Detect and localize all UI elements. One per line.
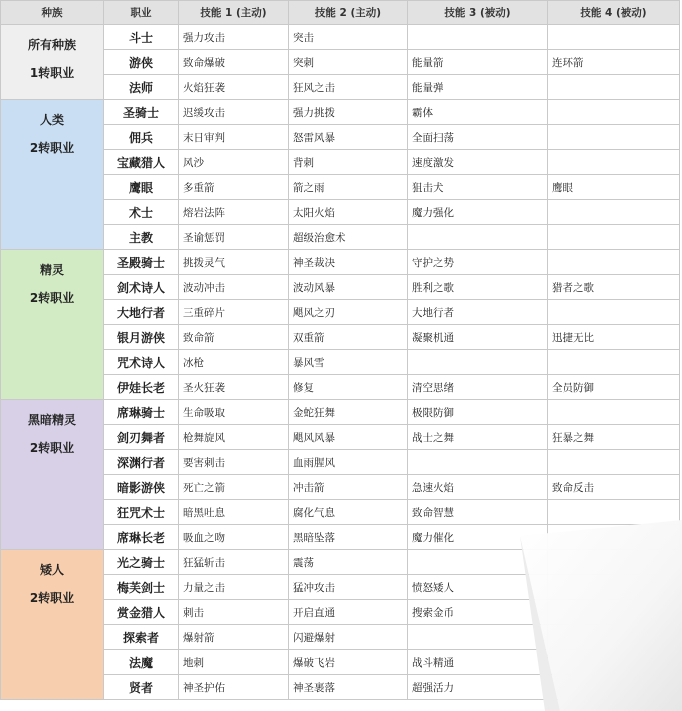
skill-cell-s3: 清空思绪 [408, 375, 548, 400]
skill-cell-s2: 金蛇狂舞 [289, 400, 408, 425]
skill-cell-s3: 超强活力 [408, 675, 548, 700]
skill-cell-s1: 吸血之吻 [179, 525, 289, 550]
skill-cell-s3 [408, 225, 548, 250]
skill-cell-s2: 暴风雪 [289, 350, 408, 375]
skill-cell-s1: 要害刺击 [179, 450, 289, 475]
skill-cell-s3: 守护之势 [408, 250, 548, 275]
skill-cell-s4: 鹰眼 [548, 175, 680, 200]
job-cell: 剑术诗人 [104, 275, 179, 300]
skill-cell-s2: 闪避爆射 [289, 625, 408, 650]
skill-cell-s1: 火焰狂袭 [179, 75, 289, 100]
job-cell: 咒术诗人 [104, 350, 179, 375]
skill-cell-s2: 神圣裹落 [289, 675, 408, 700]
job-cell: 法师 [104, 75, 179, 100]
job-cell: 贤者 [104, 675, 179, 700]
skill-cell-s1: 末日审判 [179, 125, 289, 150]
skill-cell-s4 [548, 300, 680, 325]
job-cell: 光之骑士 [104, 550, 179, 575]
skill-cell-s3: 凝聚机通 [408, 325, 548, 350]
skill-cell-s4 [548, 150, 680, 175]
race-label: 2转职业 [29, 591, 75, 605]
job-cell: 主教 [104, 225, 179, 250]
skill-cell-s1: 死亡之箭 [179, 475, 289, 500]
race-cell [1, 400, 104, 550]
job-cell: 大地行者 [104, 300, 179, 325]
race-cell [1, 550, 104, 700]
table-row [1, 100, 680, 125]
job-cell: 圣骑士 [104, 100, 179, 125]
header-skill-4: 技能 4 (被动) [548, 1, 680, 25]
skill-cell-s1: 圣火狂袭 [179, 375, 289, 400]
skill-cell-s2: 开启直通 [289, 600, 408, 625]
skill-cell-s3: 狙击犬 [408, 175, 548, 200]
skill-cell-s1: 风沙 [179, 150, 289, 175]
skill-cell-s3: 搜索金币 [408, 600, 548, 625]
skill-cell-s1: 刺击 [179, 600, 289, 625]
skill-cell-s3: 愤怒矮人 [408, 575, 548, 600]
skill-cell-s2: 猛冲攻击 [289, 575, 408, 600]
skill-cell-s2: 超级治愈术 [289, 225, 408, 250]
skill-cell-s3: 极限防御 [408, 400, 548, 425]
header-skill-1: 技能 1 (主动) [179, 1, 289, 25]
skill-cell-s4 [548, 225, 680, 250]
skill-cell-s3: 全面扫荡 [408, 125, 548, 150]
header-skill-2: 技能 2 (主动) [289, 1, 408, 25]
skill-cell-s2: 突刺 [289, 50, 408, 75]
table-row [1, 550, 680, 575]
skill-cell-s2: 修复 [289, 375, 408, 400]
skill-cell-s4 [548, 350, 680, 375]
skill-cell-s1: 枪舞旋风 [179, 425, 289, 450]
skill-cell-s3: 大地行者 [408, 300, 548, 325]
skill-cell-s3 [408, 550, 548, 575]
skill-cell-s1: 多重箭 [179, 175, 289, 200]
race-label: 人类 [39, 113, 64, 127]
skill-cell-s4 [548, 25, 680, 50]
skill-cell-s1: 挑拨灵气 [179, 250, 289, 275]
skill-cell-s2: 突击 [289, 25, 408, 50]
skill-cell-s2: 震荡 [289, 550, 408, 575]
skill-cell-s1: 波动冲击 [179, 275, 289, 300]
race-label: 所有种族 [27, 38, 76, 52]
header-job: 职业 [104, 1, 179, 25]
skill-cell-s4: 猎者之歌 [548, 275, 680, 300]
job-cell: 狂咒术士 [104, 500, 179, 525]
skill-cell-s1: 冰枪 [179, 350, 289, 375]
skill-cell-s4 [548, 600, 680, 625]
race-label: 精灵 [39, 263, 64, 277]
skill-cell-s4 [548, 575, 680, 600]
job-cell: 银月游侠 [104, 325, 179, 350]
skill-cell-s4: 全员防御 [548, 375, 680, 400]
job-cell: 游侠 [104, 50, 179, 75]
skill-cell-s4 [548, 400, 680, 425]
race-label: 1转职业 [29, 66, 75, 80]
race-label: 2转职业 [29, 141, 75, 155]
skill-cell-s2: 飓风风暴 [289, 425, 408, 450]
skill-cell-s3: 霸体 [408, 100, 548, 125]
table-row [1, 250, 680, 275]
job-cell: 术士 [104, 200, 179, 225]
skill-cell-s1: 熔岩法阵 [179, 200, 289, 225]
skill-cell-s4 [548, 550, 680, 575]
race-label: 2转职业 [29, 291, 75, 305]
job-cell: 赏金猎人 [104, 600, 179, 625]
job-cell: 佣兵 [104, 125, 179, 150]
skill-cell-s1: 圣谕惩罚 [179, 225, 289, 250]
job-cell: 暗影游侠 [104, 475, 179, 500]
skill-cell-s2: 背刺 [289, 150, 408, 175]
job-cell: 鹰眼 [104, 175, 179, 200]
skill-cell-s3: 魔力强化 [408, 200, 548, 225]
job-cell: 法魔 [104, 650, 179, 675]
skill-cell-s4 [548, 650, 680, 675]
table-body [1, 25, 680, 700]
skill-cell-s1: 爆射箭 [179, 625, 289, 650]
job-cell: 深渊行者 [104, 450, 179, 475]
job-cell: 席琳长老 [104, 525, 179, 550]
race-label: 2转职业 [29, 441, 75, 455]
skill-cell-s4: 狂暴之舞 [548, 425, 680, 450]
skill-cell-s4 [548, 250, 680, 275]
job-cell: 宝藏猎人 [104, 150, 179, 175]
skill-cell-s1: 狂猛斩击 [179, 550, 289, 575]
skill-cell-s3: 战斗精通 [408, 650, 548, 675]
skill-cell-s2: 箭之雨 [289, 175, 408, 200]
skill-cell-s2: 强力挑拨 [289, 100, 408, 125]
skill-cell-s3: 魔力催化 [408, 525, 548, 550]
skill-cell-s1: 致命爆破 [179, 50, 289, 75]
skill-cell-s4: 迅捷无比 [548, 325, 680, 350]
race-label: 黑暗精灵 [27, 413, 76, 427]
race-cell [1, 250, 104, 400]
job-cell: 斗士 [104, 25, 179, 50]
skill-cell-s2: 腐化气息 [289, 500, 408, 525]
skill-cell-s1: 迟缓攻击 [179, 100, 289, 125]
skill-cell-s3 [408, 625, 548, 650]
job-cell: 探索者 [104, 625, 179, 650]
race-cell [1, 100, 104, 250]
header-row [1, 1, 680, 25]
skill-cell-s3: 能量弹 [408, 75, 548, 100]
skill-cell-s1: 三重碎片 [179, 300, 289, 325]
skill-cell-s2: 狂风之击 [289, 75, 408, 100]
skill-cell-s1: 强力攻击 [179, 25, 289, 50]
skill-cell-s2: 神圣裁决 [289, 250, 408, 275]
skill-cell-s1: 力量之击 [179, 575, 289, 600]
skill-cell-s4 [548, 100, 680, 125]
skill-cell-s4 [548, 675, 680, 700]
skill-cell-s4 [548, 625, 680, 650]
skill-cell-s3: 胜利之歌 [408, 275, 548, 300]
skill-cell-s3: 速度激发 [408, 150, 548, 175]
skill-cell-s2: 黑暗坠落 [289, 525, 408, 550]
skill-cell-s4 [548, 450, 680, 475]
skill-cell-s1: 生命吸取 [179, 400, 289, 425]
skill-cell-s4 [548, 500, 680, 525]
table-row [1, 400, 680, 425]
header-race: 种族 [1, 1, 104, 25]
skill-cell-s3: 急速火焰 [408, 475, 548, 500]
job-cell: 剑刃舞者 [104, 425, 179, 450]
skill-cell-s3: 能量箭 [408, 50, 548, 75]
table-row [1, 25, 680, 50]
header-skill-3: 技能 3 (被动) [408, 1, 548, 25]
skill-cell-s2: 太阳火焰 [289, 200, 408, 225]
skill-cell-s3 [408, 350, 548, 375]
skill-cell-s2: 波动风暴 [289, 275, 408, 300]
job-cell: 圣殿骑士 [104, 250, 179, 275]
skill-cell-s2: 飓风之刃 [289, 300, 408, 325]
skill-cell-s4: 致命反击 [548, 475, 680, 500]
skill-cell-s1: 暗黑吐息 [179, 500, 289, 525]
job-cell: 梅芙剑士 [104, 575, 179, 600]
skill-cell-s1: 地刺 [179, 650, 289, 675]
skill-cell-s3: 致命智慧 [408, 500, 548, 525]
skill-cell-s3 [408, 25, 548, 50]
skill-cell-s2: 怒雷风暴 [289, 125, 408, 150]
race-cell [1, 25, 104, 100]
job-cell: 伊娃长老 [104, 375, 179, 400]
skill-cell-s4 [548, 200, 680, 225]
skill-cell-s3 [408, 450, 548, 475]
race-label: 矮人 [39, 563, 64, 577]
skill-cell-s1: 神圣护佑 [179, 675, 289, 700]
skill-cell-s1: 致命箭 [179, 325, 289, 350]
skill-cell-s4: 连环箭 [548, 50, 680, 75]
skill-cell-s4 [548, 75, 680, 100]
skill-cell-s2: 爆破飞岩 [289, 650, 408, 675]
skill-cell-s2: 冲击箭 [289, 475, 408, 500]
skill-cell-s2: 血雨腥风 [289, 450, 408, 475]
job-cell: 席琳骑士 [104, 400, 179, 425]
skill-cell-s4 [548, 525, 680, 550]
skill-cell-s3: 战士之舞 [408, 425, 548, 450]
skill-cell-s4 [548, 125, 680, 150]
skill-cell-s2: 双重箭 [289, 325, 408, 350]
